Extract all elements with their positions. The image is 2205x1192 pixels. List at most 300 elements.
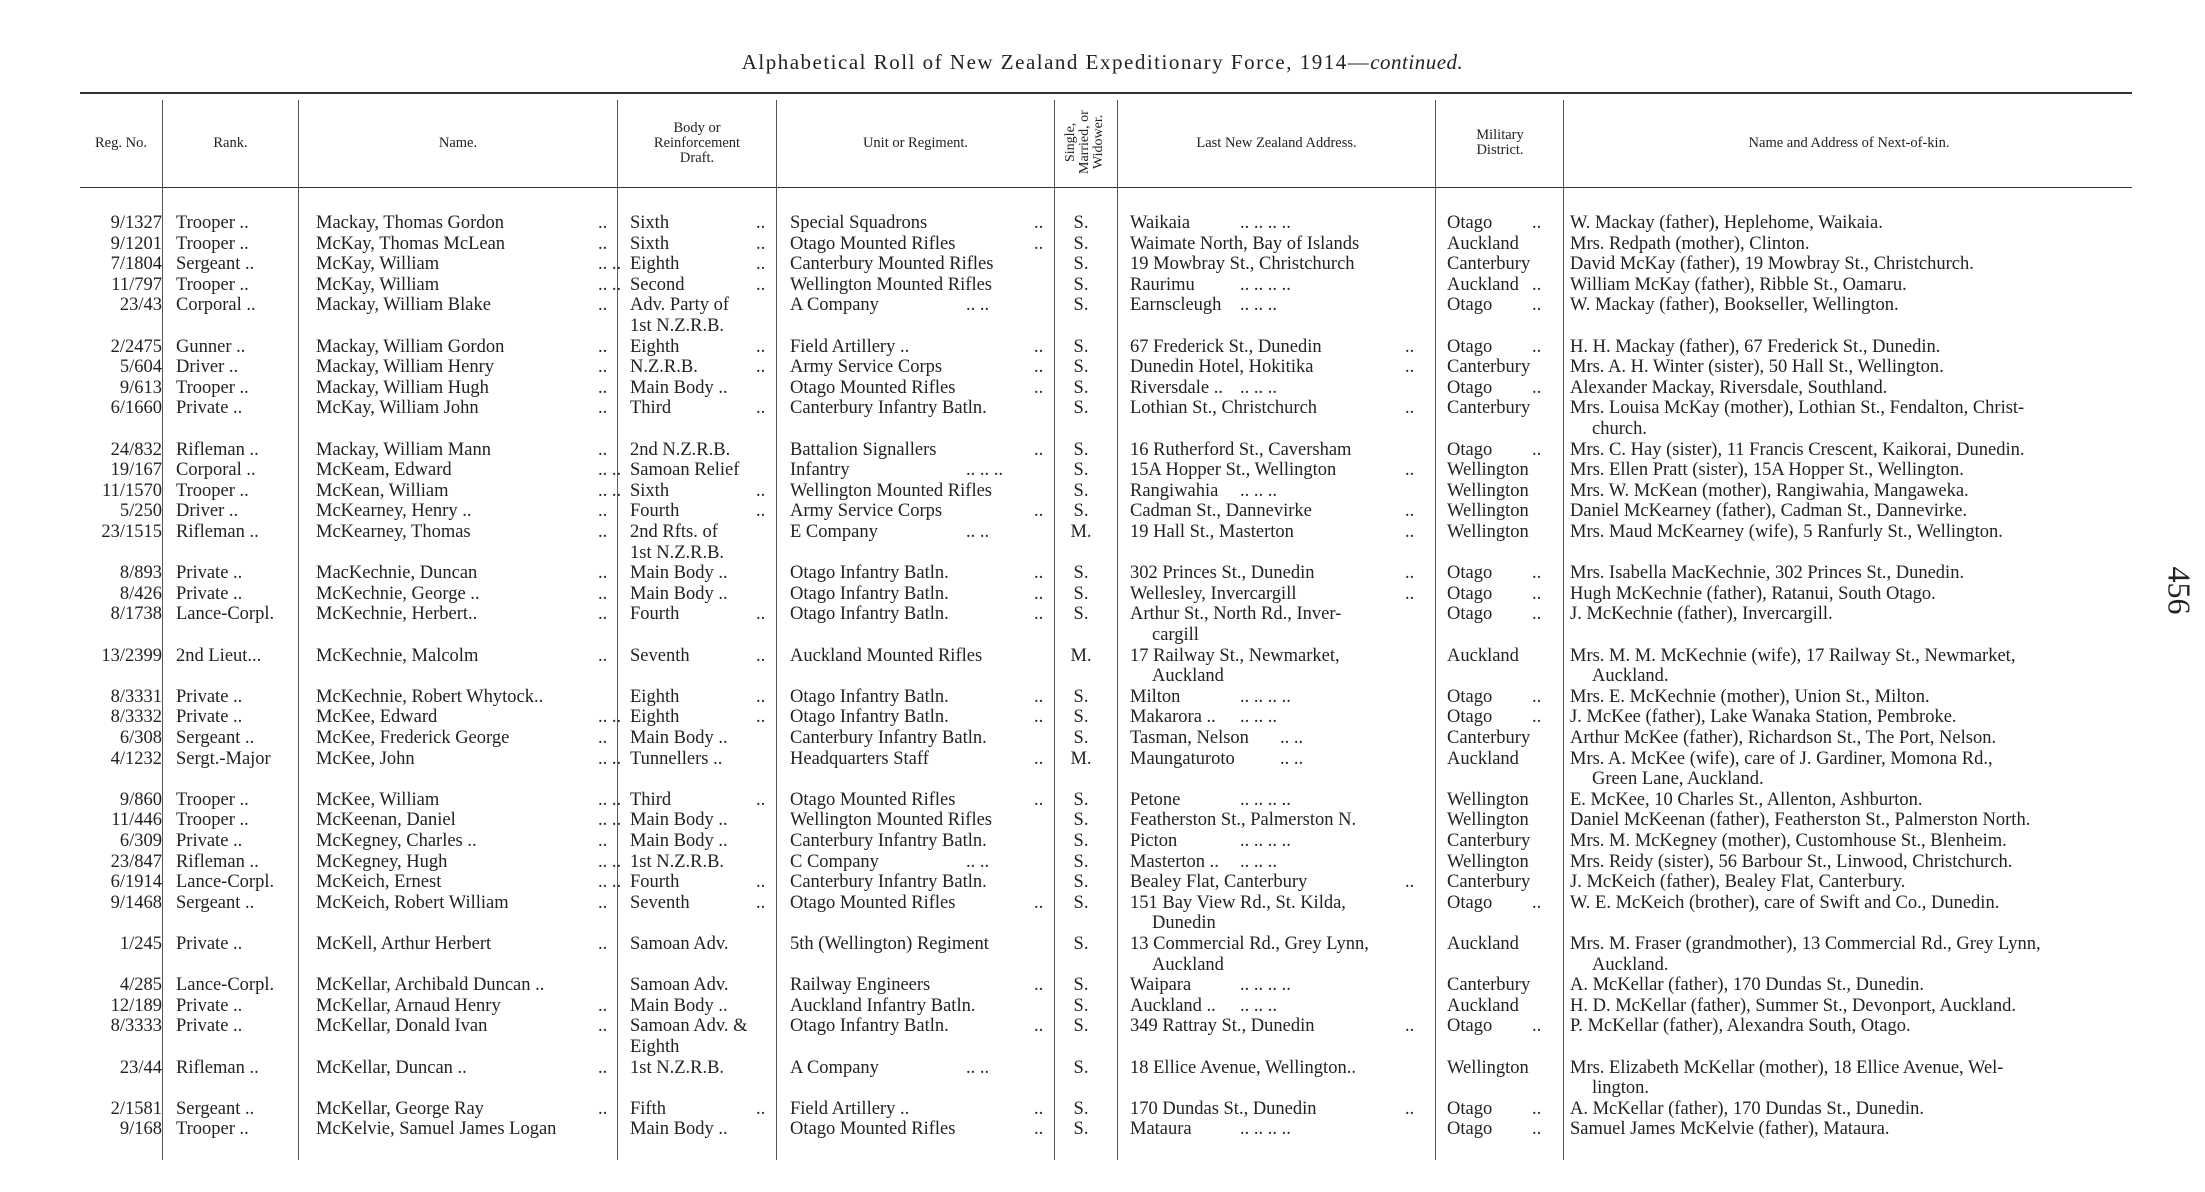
district-leader: .. (1532, 1119, 1542, 1140)
name-text: McKellar, Arnaud Henry (316, 995, 501, 1016)
kin-cell (1570, 440, 2025, 461)
name-text: McKellar, Archibald Duncan .. (316, 975, 545, 996)
address-text-line2: Auckland (1152, 666, 1224, 687)
body-draft-cell (630, 1119, 728, 1140)
table-row (0, 645, 2205, 687)
reg-no-cell: 9/1201 (110, 233, 162, 254)
table-row (0, 687, 2205, 708)
body-draft-cell (630, 852, 724, 873)
address-leader: .. (1405, 357, 1415, 378)
unit-text: Otago Mounted Rifles (790, 892, 956, 913)
body-draft-cell (630, 645, 766, 667)
unit-leader: .. (1034, 1098, 1044, 1119)
address-text: Petone (1130, 789, 1181, 810)
body-draft-cell (630, 1058, 724, 1079)
body-leader: .. (756, 707, 766, 728)
address-leader: .. .. .. .. (1240, 213, 1291, 233)
unit-leader: .. (1034, 604, 1044, 625)
name-cell (316, 254, 622, 275)
table-row (0, 707, 2205, 728)
address-leader: .. .. .. (1240, 707, 1277, 728)
district-cell (1447, 234, 1519, 255)
address-cell (1130, 274, 1291, 296)
kin-cell (1570, 604, 1833, 625)
rank-cell: Private .. (176, 707, 243, 728)
table-row (0, 460, 2205, 481)
reg-no-cell: 19/167 (110, 460, 162, 481)
header-kin: Name and Address of Next-of-kin. (1748, 134, 1950, 151)
name-cell (316, 892, 608, 914)
table-row (0, 481, 2205, 502)
kin-cell (1570, 748, 1993, 790)
body-text: Sixth (630, 213, 670, 233)
kin-cell (1570, 934, 2041, 975)
address-leader: .. (1405, 522, 1415, 542)
body-text: Samoan Adv. & (630, 1016, 748, 1037)
district-text: Auckland (1447, 995, 1519, 1016)
name-text: McKelvie, Samuel James Logan (316, 1119, 557, 1140)
district-cell (1447, 996, 1519, 1017)
status-cell: S. (1073, 728, 1089, 748)
kin-text-line2: Green Lane, Auckland. (1592, 769, 1764, 790)
status-cell: M. (1070, 748, 1092, 769)
district-text: Wellington (1447, 810, 1529, 831)
address-cell (1130, 810, 1356, 831)
table-row (0, 254, 2205, 275)
address-leader: .. (1405, 336, 1415, 357)
reg-no-cell: 8/1738 (110, 604, 162, 625)
district-text: Auckland (1447, 934, 1519, 954)
unit-cell (790, 604, 1044, 625)
name-leader: .. (598, 522, 608, 542)
body-draft-cell (630, 934, 729, 955)
rank-cell: Lance-Corpl. (176, 604, 275, 625)
address-text: 67 Frederick St., Dunedin (1130, 336, 1322, 357)
body-leader: .. (756, 501, 766, 522)
kin-cell (1570, 337, 1940, 358)
body-text: Eighth (630, 707, 680, 728)
body-text: Main Body .. (630, 583, 728, 604)
name-leader: .. (598, 357, 608, 378)
district-cell (1447, 336, 1542, 358)
kin-text: Mrs. Isabella MacKechnie, 302 Princes St., Dunedin. (1570, 563, 1965, 584)
unit-text: Otago Infantry Batln. (790, 583, 949, 604)
unit-text: Infantry (790, 460, 850, 481)
name-cell (316, 480, 622, 502)
header-district: Military District. (1476, 127, 1524, 158)
unit-cell (790, 481, 992, 502)
unit-cell (790, 563, 1044, 584)
unit-cell (790, 851, 990, 873)
body-draft-cell (630, 604, 766, 625)
district-text: Otago (1447, 686, 1493, 707)
kin-cell (1570, 852, 2012, 873)
address-text: Tasman, Nelson (1130, 728, 1249, 748)
rank-cell: Rifleman .. (176, 851, 259, 872)
kin-text: Daniel McKearney (father), Cadman St., Dannevirke. (1570, 501, 1968, 522)
district-text: Otago (1447, 604, 1493, 625)
name-text: Mackay, William Gordon (316, 336, 505, 357)
district-cell (1447, 1016, 1542, 1037)
address-text: 302 Princes St., Dunedin (1130, 563, 1315, 584)
kin-cell (1570, 975, 1924, 996)
name-cell (316, 357, 608, 378)
kin-text: Daniel McKeenan (father), Featherston St., Palmerston North. (1570, 810, 2031, 831)
table-row (0, 934, 2205, 975)
unit-text: Auckland Mounted Rifles (790, 645, 983, 666)
address-cell (1130, 707, 1277, 728)
address-cell (1130, 872, 1415, 893)
name-leader: .. .. (598, 254, 622, 275)
name-cell (316, 995, 608, 1017)
kin-text: Mrs. M. Fraser (grandmother), 13 Commercial Rd., Grey Lynn, (1570, 934, 2041, 954)
body-text: Third (630, 398, 672, 419)
unit-leader: .. .. (966, 1057, 990, 1078)
table-row (0, 398, 2205, 439)
name-cell (316, 439, 608, 461)
status-cell: S. (1073, 810, 1089, 831)
rank-cell: Lance-Corpl. (176, 975, 275, 996)
address-text-line2: Dunedin (1152, 913, 1216, 934)
kin-text-line2: lington. (1592, 1078, 1650, 1099)
unit-cell (790, 686, 1044, 708)
name-text: McKechnie, Robert Whytock.. (316, 686, 544, 707)
status-cell: S. (1073, 501, 1089, 522)
body-text: Adv. Party of (630, 295, 729, 316)
kin-cell (1570, 645, 2016, 687)
body-text: Eighth (630, 686, 680, 707)
rank-cell: Driver .. (176, 357, 239, 378)
name-text: McKell, Arthur Herbert (316, 934, 492, 954)
district-text: Otago (1447, 1098, 1493, 1119)
kin-cell (1570, 687, 1930, 708)
name-cell (316, 522, 608, 543)
address-text: Earnscleugh (1130, 295, 1222, 316)
address-leader: .. (1405, 563, 1415, 584)
kin-text: Mrs. M. M. McKechnie (wife), 17 Railway St., Newmarket, (1570, 645, 2016, 666)
kin-text: H. D. McKellar (father), Summer St., Devonport, Auckland. (1570, 995, 2016, 1016)
table-row (0, 604, 2205, 645)
rank-cell: Private .. (176, 1016, 243, 1037)
address-cell (1130, 213, 1291, 234)
address-leader: .. .. (1280, 728, 1304, 748)
status-cell: S. (1073, 934, 1089, 954)
body-text: Seventh (630, 892, 690, 913)
body-leader: .. (756, 645, 766, 666)
status-cell: S. (1073, 707, 1089, 728)
table-row (0, 872, 2205, 893)
unit-cell (790, 213, 1044, 234)
district-leader: .. (1532, 563, 1542, 584)
address-cell (1130, 522, 1415, 543)
unit-text: Army Service Corps (790, 357, 943, 378)
address-cell (1130, 604, 1342, 645)
unit-cell (790, 233, 1044, 255)
unit-text: Auckland Infantry Batln. (790, 995, 976, 1016)
district-cell (1447, 398, 1530, 419)
address-leader: .. .. (1280, 748, 1304, 769)
rank-cell: Corporal .. (176, 295, 256, 316)
name-cell (316, 975, 544, 996)
table-row (0, 357, 2205, 378)
district-cell (1447, 852, 1529, 873)
district-text: Auckland (1447, 645, 1519, 666)
table-row (0, 522, 2205, 563)
table-row (0, 810, 2205, 831)
body-text: Main Body .. (630, 1119, 728, 1140)
district-text: Wellington (1447, 480, 1529, 501)
kin-cell (1570, 378, 1887, 399)
address-leader: .. (1405, 398, 1415, 419)
reg-no-cell: 6/1914 (110, 872, 162, 893)
reg-no-cell: 24/832 (110, 439, 162, 460)
rank-cell: Sergt.-Major (176, 748, 271, 769)
address-cell (1130, 1119, 1291, 1140)
kin-cell (1570, 357, 1944, 378)
district-text: Otago (1447, 583, 1493, 604)
body-leader: .. (756, 604, 766, 625)
address-leader: .. (1405, 583, 1415, 604)
district-leader: .. (1532, 377, 1542, 398)
rank-cell: Trooper .. (176, 480, 249, 501)
address-text: 151 Bay View Rd., St. Kilda, (1130, 892, 1346, 913)
kin-text: David McKay (father), 19 Mowbray St., Christchurch. (1570, 254, 1974, 275)
reg-no-cell: 2/1581 (110, 1098, 162, 1119)
table-row (0, 563, 2205, 584)
kin-text: J. McKee (father), Lake Wanaka Station, Pembroke. (1570, 707, 1957, 728)
district-cell (1447, 357, 1530, 378)
unit-cell (790, 748, 1044, 770)
body-text: Fifth (630, 1098, 666, 1119)
address-text: 16 Rutherford St., Caversham (1130, 439, 1352, 460)
name-cell (316, 583, 608, 605)
unit-text: Canterbury Mounted Rifles (790, 254, 994, 275)
unit-leader: .. (1034, 377, 1044, 398)
body-draft-cell (630, 213, 766, 234)
address-leader: .. .. .. .. (1240, 686, 1291, 707)
unit-leader: .. (1034, 501, 1044, 522)
rank-cell: Sergeant .. (176, 254, 255, 275)
unit-leader: .. .. (966, 522, 990, 542)
status-cell: S. (1073, 995, 1089, 1016)
name-text: McKee, Edward (316, 707, 438, 728)
name-cell (316, 1016, 608, 1037)
name-leader: .. (598, 1098, 608, 1119)
name-leader: .. (598, 501, 608, 522)
address-leader: .. .. .. .. (1240, 274, 1291, 295)
name-leader: .. .. (598, 810, 622, 831)
body-text-line2: 1st N.Z.R.B. (630, 315, 725, 336)
name-cell (316, 851, 622, 873)
address-text: Riversdale .. (1130, 377, 1223, 398)
kin-cell (1570, 872, 1905, 893)
table-row (0, 831, 2205, 852)
reg-no-cell: 8/893 (119, 563, 162, 584)
address-text-line2: cargill (1152, 624, 1199, 645)
body-draft-cell (630, 686, 766, 708)
district-cell (1447, 583, 1542, 605)
unit-cell (790, 1119, 1044, 1140)
unit-text: A Company (790, 1057, 879, 1078)
unit-text: Army Service Corps (790, 501, 943, 522)
unit-text: Otago Mounted Rifles (790, 789, 956, 810)
unit-leader: .. (1034, 563, 1044, 584)
body-text: Second (630, 274, 685, 295)
reg-no-cell: 12/189 (110, 995, 162, 1016)
name-leader: .. (598, 728, 608, 748)
name-cell (316, 213, 608, 234)
body-text: Main Body .. (630, 810, 728, 831)
district-cell (1447, 975, 1530, 996)
name-cell (316, 810, 622, 831)
reg-no-cell: 23/44 (119, 1057, 162, 1078)
district-text: Auckland (1447, 748, 1519, 769)
kin-cell (1570, 707, 1957, 728)
name-cell (316, 872, 622, 893)
district-text: Canterbury (1447, 872, 1531, 893)
district-text: Auckland (1447, 233, 1519, 254)
address-leader: .. .. .. .. (1240, 975, 1291, 996)
unit-cell (790, 275, 992, 296)
district-text: Otago (1447, 563, 1493, 584)
name-text: McKay, William (316, 274, 440, 295)
kin-text: Hugh McKechnie (father), Ratanui, South Otago. (1570, 583, 1936, 604)
unit-text: Canterbury Infantry Batln. (790, 728, 987, 748)
district-cell (1447, 707, 1542, 728)
address-cell (1130, 563, 1415, 584)
body-draft-cell (630, 831, 728, 852)
district-leader: .. (1532, 604, 1542, 625)
district-cell (1447, 522, 1529, 543)
status-cell: S. (1073, 892, 1089, 913)
address-cell (1130, 748, 1304, 770)
kin-text: Mrs. C. Hay (sister), 11 Francis Crescent, Kaikorai, Dunedin. (1570, 439, 2025, 460)
district-text: Wellington (1447, 522, 1529, 542)
header-body-draft: Body or Reinforcement Draft. (653, 119, 741, 166)
header-rank: Rank. (213, 134, 248, 151)
unit-leader: .. (1034, 748, 1044, 769)
district-cell (1447, 439, 1542, 461)
name-leader: .. (598, 831, 608, 851)
address-leader: .. (1405, 1016, 1415, 1037)
kin-text: Mrs. Ellen Pratt (sister), 15A Hopper St., Wellington. (1570, 460, 1964, 481)
reg-no-cell: 6/308 (119, 728, 162, 748)
district-text: Canterbury (1447, 357, 1531, 378)
address-cell (1130, 440, 1351, 461)
address-cell (1130, 460, 1415, 481)
district-text: Otago (1447, 377, 1493, 398)
body-leader: .. (756, 254, 766, 275)
status-cell: S. (1073, 789, 1089, 810)
kin-cell (1570, 213, 1883, 234)
name-text: McKegney, Hugh (316, 851, 448, 872)
reg-no-cell: 9/168 (119, 1119, 162, 1140)
kin-text: Samuel James McKelvie (father), Mataura. (1570, 1119, 1890, 1140)
unit-leader: .. (1034, 233, 1044, 254)
unit-text: Canterbury Infantry Batln. (790, 872, 987, 893)
unit-text: Otago Mounted Rifles (790, 233, 956, 254)
name-leader: .. (598, 645, 608, 666)
unit-cell (790, 357, 1044, 378)
kin-cell (1570, 810, 2030, 831)
address-text: Waimate North, Bay of Islands (1130, 233, 1360, 254)
name-text: McKellar, George Ray (316, 1098, 484, 1119)
rank-cell: Trooper .. (176, 233, 249, 254)
kin-cell (1570, 275, 1907, 296)
unit-leader: .. (1034, 336, 1044, 357)
rank-cell: Trooper .. (176, 1119, 249, 1140)
kin-cell (1570, 1057, 2004, 1099)
district-text: Otago (1447, 892, 1493, 913)
unit-leader: .. (1034, 439, 1044, 460)
body-text: N.Z.R.B. (630, 357, 698, 378)
kin-text: Alexander Mackay, Riversdale, Southland. (1570, 377, 1888, 398)
header-status-label: Single, Married, or Widower. (1063, 110, 1106, 174)
district-cell (1447, 563, 1542, 584)
name-leader: .. (598, 336, 608, 357)
body-text: Fourth (630, 604, 680, 625)
reg-no-cell: 9/613 (119, 377, 162, 398)
table-row (0, 892, 2205, 934)
address-text: Mataura (1130, 1119, 1192, 1140)
address-cell (1130, 398, 1415, 419)
district-text: Otago (1447, 707, 1493, 728)
district-cell (1447, 377, 1542, 399)
unit-text: Headquarters Staff (790, 748, 929, 769)
kin-cell (1570, 1099, 1924, 1120)
reg-no-cell: 6/1660 (110, 398, 162, 419)
body-draft-cell (630, 749, 722, 770)
body-draft-cell (630, 336, 766, 358)
name-text: McKechnie, Herbert.. (316, 604, 478, 625)
table-row (0, 975, 2205, 996)
name-text: Mackay, William Henry (316, 357, 495, 378)
status-cell: M. (1070, 522, 1092, 542)
rank-cell: Trooper .. (176, 213, 249, 233)
kin-text: A. McKellar (father), 170 Dundas St., Dunedin. (1570, 975, 1924, 996)
table-row (0, 1016, 2205, 1057)
reg-no-cell: 23/1515 (101, 522, 162, 542)
name-leader: .. .. (598, 748, 622, 769)
district-cell (1447, 810, 1529, 831)
unit-cell (790, 377, 1044, 399)
reg-no-cell: 5/604 (119, 357, 162, 378)
rank-cell: Trooper .. (176, 810, 249, 831)
unit-cell (790, 398, 987, 419)
address-text: 13 Commercial Rd., Grey Lynn, (1130, 934, 1369, 954)
address-text: 19 Hall St., Masterton (1130, 522, 1294, 542)
address-cell (1130, 357, 1415, 378)
unit-leader: .. (1034, 892, 1044, 913)
district-cell (1447, 501, 1529, 522)
status-cell: S. (1073, 460, 1089, 481)
rank-cell: Lance-Corpl. (176, 872, 275, 893)
district-text: Canterbury (1447, 831, 1531, 851)
name-text: McKegney, Charles .. (316, 831, 477, 851)
kin-text-line2: Auckland. (1592, 954, 1669, 975)
status-cell: S. (1073, 233, 1089, 254)
table-row (0, 213, 2205, 234)
body-leader: .. (756, 892, 766, 913)
name-leader: .. (598, 995, 608, 1016)
kin-cell (1570, 234, 1809, 255)
kin-cell (1570, 460, 1964, 481)
reg-no-cell: 13/2399 (101, 645, 162, 666)
district-cell (1447, 934, 1519, 955)
table-row (0, 337, 2205, 358)
kin-text-line2: church. (1592, 418, 1647, 439)
body-text: Main Body .. (630, 728, 728, 748)
